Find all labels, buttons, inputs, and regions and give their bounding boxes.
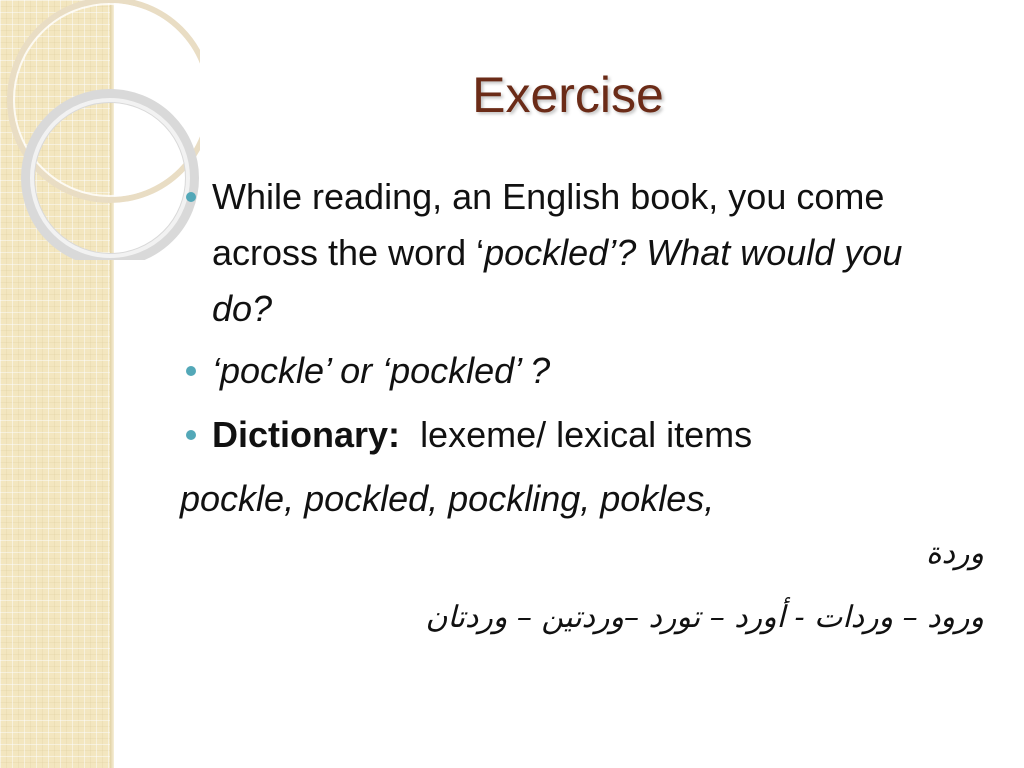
dictionary-label: Dictionary: <box>212 414 401 455</box>
bullet-marker-2 <box>186 366 196 376</box>
bullet-1-line-2 <box>212 232 902 274</box>
bullet-1-line-3: do? <box>212 288 273 329</box>
bullet-2-text: ‘pockle’ or ‘pockled’ ? <box>212 350 551 391</box>
bullet-1-line-2-italic: pockled’? What would you <box>484 232 903 273</box>
bullet-marker-1 <box>186 192 196 202</box>
arabic-forms-line: ورود – وردات - أورد – تورد –وردتين – وردتان <box>425 600 984 635</box>
dictionary-text: lexeme/ lexical items <box>420 414 753 455</box>
bullet-marker-3 <box>186 430 196 440</box>
arabic-word: وردة <box>925 536 984 571</box>
word-forms-line: pockle, pockled, pockling, pokles, <box>180 478 715 519</box>
bullet-3-line <box>212 414 752 456</box>
bullet-1-line-2-normal: across the word ‘ <box>212 232 485 273</box>
bullet-1-line-1: While reading, an English book, you come <box>212 176 885 217</box>
slide-title: Exercise <box>472 67 664 123</box>
